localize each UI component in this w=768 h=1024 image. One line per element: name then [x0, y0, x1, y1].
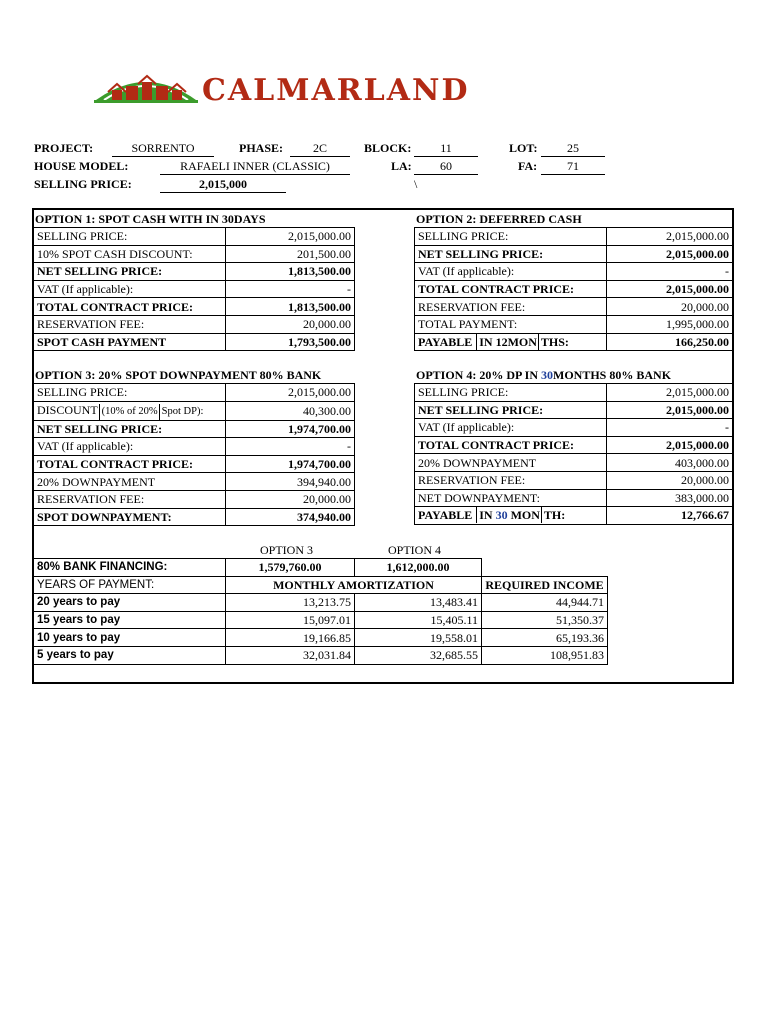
table-row: VAT (If applicable): -: [415, 419, 733, 437]
table-row: TOTAL PAYMENT: 1,995,000.00: [415, 315, 733, 333]
table-row: TOTAL CONTRACT PRICE: 1,813,500.00: [34, 298, 355, 316]
payment-options-frame: [32, 208, 734, 684]
table-row: NET SELLING PRICE: 1,974,700.00: [34, 420, 355, 438]
table-row: NET SELLING PRICE: 1,813,500.00: [34, 263, 355, 281]
project-label: PROJECT:: [34, 141, 94, 155]
table-row: SPOT DOWNPAYMENT: 374,940.00: [34, 508, 355, 526]
option1-table: [33, 227, 355, 351]
option2-title: OPTION 2: DEFERRED CASH: [416, 212, 582, 226]
fa-label: FA:: [518, 159, 538, 173]
table-row: SELLING PRICE: 2,015,000.00: [415, 228, 733, 246]
option4-table: [414, 383, 733, 525]
table-row: TOTAL CONTRACT PRICE: 1,974,700.00: [34, 455, 355, 473]
table-row: 10 years to pay 19,166.85 19,558.01 65,193.36: [34, 629, 608, 647]
table-row: 15 years to pay 15,097.01 15,405.11 51,350.37: [34, 611, 608, 629]
table-row: RESERVATION FEE: 20,000.00: [34, 315, 355, 333]
table-row: VAT (If applicable): -: [415, 263, 733, 281]
table-row: SPOT CASH PAYMENT 1,793,500.00: [34, 333, 355, 351]
option2-table: [414, 227, 733, 351]
table-row: RESERVATION FEE: 20,000.00: [415, 471, 733, 489]
house-model-value: RAFAELI INNER (CLASSIC): [160, 158, 350, 175]
table-row: SELLING PRICE: 2,015,000.00: [34, 228, 355, 246]
selling-price-value: 2,015,000: [160, 176, 286, 193]
block-label: BLOCK:: [364, 141, 412, 155]
la-value: 60: [414, 158, 478, 175]
bank-col-option3: OPTION 3: [260, 543, 313, 557]
company-logo: [94, 70, 634, 110]
table-row: VAT (If applicable): -: [34, 280, 355, 298]
phase-label: PHASE:: [239, 141, 284, 155]
table-row: YEARS OF PAYMENT: MONTHLY AMORTIZATION REQUIRED INCOME: [34, 576, 608, 594]
option3-table: [33, 383, 355, 526]
table-row: SELLING PRICE: 2,015,000.00: [34, 384, 355, 402]
table-row: DISCOUNT (10% of 20% Spot DP): 40,300.00: [34, 401, 355, 420]
table-row: 20% DOWNPAYMENT 394,940.00: [34, 473, 355, 491]
table-row: SELLING PRICE: 2,015,000.00: [415, 384, 733, 402]
project-value: SORRENTO: [112, 140, 214, 157]
fa-value: 71: [541, 158, 605, 175]
brand-name: CALMARLAND: [202, 73, 470, 108]
table-row: PAYABLE IN 30 MON TH: 12,766.67: [415, 507, 733, 525]
table-row: 10% SPOT CASH DISCOUNT: 201,500.00: [34, 245, 355, 263]
option4-title: OPTION 4: 20% DP IN 30MONTHS 80% BANK: [416, 368, 672, 382]
table-row: NET DOWNPAYMENT: 383,000.00: [415, 489, 733, 507]
bank-col-option4: OPTION 4: [388, 543, 441, 557]
table-row: NET SELLING PRICE: 2,015,000.00: [415, 401, 733, 419]
table-row: TOTAL CONTRACT PRICE: 2,015,000.00: [415, 436, 733, 454]
option1-title: OPTION 1: SPOT CASH WITH IN 30DAYS: [35, 212, 266, 226]
table-row: 80% BANK FINANCING: 1,579,760.00 1,612,000.00: [34, 559, 608, 577]
table-row: 20 years to pay 13,213.75 13,483.41 44,944.71: [34, 594, 608, 612]
table-row: RESERVATION FEE: 20,000.00: [415, 298, 733, 316]
table-row: 5 years to pay 32,031.84 32,685.55 108,951.83: [34, 646, 608, 664]
phase-value: 2C: [290, 140, 350, 157]
lot-label: LOT:: [509, 141, 538, 155]
la-label: LA:: [391, 159, 412, 173]
bank-financing-table: [33, 558, 608, 665]
option3-title: OPTION 3: 20% SPOT DOWNPAYMENT 80% BANK: [35, 368, 322, 382]
house-roofline-logo-icon: [94, 70, 198, 106]
table-row: PAYABLE IN 12MON THS: 166,250.00: [415, 333, 733, 351]
table-row: NET SELLING PRICE: 2,015,000.00: [415, 245, 733, 263]
stray-mark: \: [414, 177, 418, 191]
table-row: 20% DOWNPAYMENT 403,000.00: [415, 454, 733, 472]
house-model-label: HOUSE MODEL:: [34, 159, 129, 173]
selling-price-label: SELLING PRICE:: [34, 177, 132, 191]
table-row: RESERVATION FEE: 20,000.00: [34, 490, 355, 508]
table-row: TOTAL CONTRACT PRICE: 2,015,000.00: [415, 280, 733, 298]
table-row: VAT (If applicable): -: [34, 438, 355, 456]
block-value: 11: [414, 140, 478, 157]
lot-value: 25: [541, 140, 605, 157]
